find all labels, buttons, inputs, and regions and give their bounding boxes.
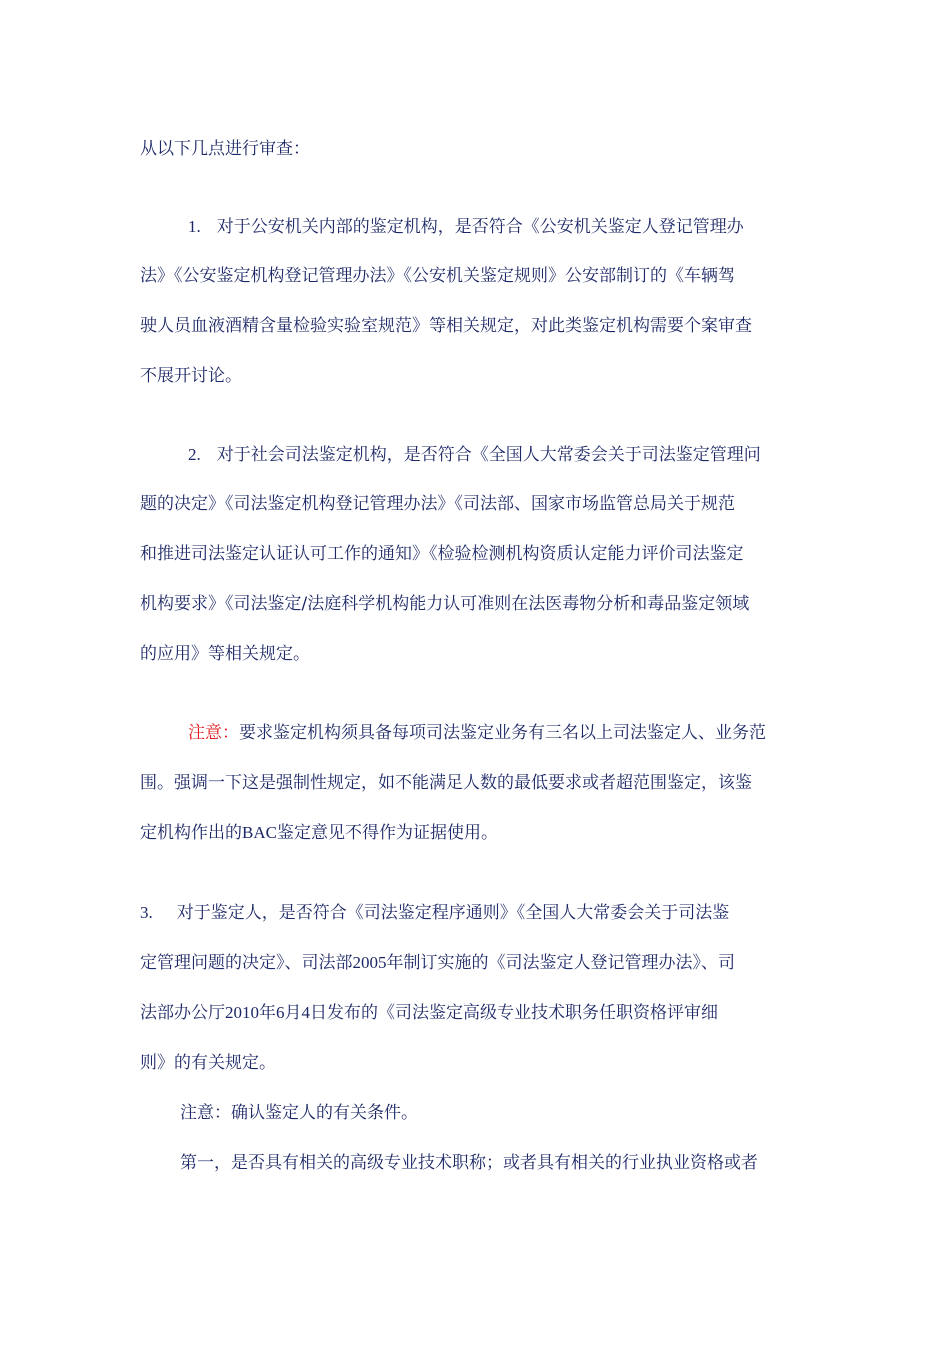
item3-line2: 定管理问题的决定》、司法部2005年制订实施的《司法鉴定人登记管理办法》、司 (140, 953, 735, 973)
first-condition-text: 第一，是否具有相关的高级专业技术职称；或者具有相关的行业执业资格或者 (180, 1153, 758, 1173)
item3-line4: 则》的有关规定。 (140, 1053, 276, 1073)
item2-text: 对于社会司法鉴定机构，是否符合《全国人大常委会关于司法鉴定管理问 (216, 445, 761, 465)
note1-line1 (188, 721, 766, 745)
bac-term: BAC (242, 823, 277, 842)
note2-text: 注意：确认鉴定人的有关条件。 (180, 1103, 418, 1123)
item1-line2: 法》《公安鉴定机构登记管理办法》《公安机关鉴定规则》公安部制订的《车辆驾 (140, 266, 735, 286)
item1-number: 1. (188, 217, 201, 236)
item2-line4: 机构要求》《司法鉴定/法庭科学机构能力认可准则在法医毒物分析和毒品鉴定领域 (140, 594, 750, 614)
item2-line2: 题的决定》《司法鉴定机构登记管理办法》《司法部、国家市场监管总局关于规范 (140, 494, 735, 514)
note1-label: 注意： (188, 723, 239, 743)
item1-text: 对于公安机关内部的鉴定机构，是否符合《公安机关鉴定人登记管理办 (216, 217, 744, 237)
note1-text: 要求鉴定机构须具备每项司法鉴定业务有三名以上司法鉴定人、业务范 (239, 723, 766, 743)
note1-line2: 围。强调一下这是强制性规定，如不能满足人数的最低要求或者超范围鉴定，该鉴 (140, 773, 752, 793)
item3-text: 对于鉴定人，是否符合《司法鉴定程序通则》《全国人大常委会关于司法鉴 (176, 903, 730, 923)
item2-line3: 和推进司法鉴定认证认可工作的通知》《检验检测机构资质认定能力评价司法鉴定 (140, 544, 744, 564)
note1-line3: 定机构作出的BAC鉴定意见不得作为证据使用。 (140, 823, 498, 843)
item3-line1 (140, 901, 729, 925)
intro-text: 从以下几点进行审查： (140, 139, 310, 159)
item1-line3: 驶人员血液酒精含量检验实验室规范》等相关规定，对此类鉴定机构需要个案审查 (140, 316, 752, 336)
item1-line4: 不展开讨论。 (140, 366, 242, 386)
item3-number: 3. (140, 903, 153, 922)
item3-line3: 法部办公厅2010年6月4日发布的《司法鉴定高级专业技术职务任职资格评审细 (140, 1003, 718, 1023)
item2-number: 2. (188, 445, 201, 464)
item2-line1 (188, 443, 761, 467)
item1-line1 (188, 215, 744, 239)
item2-line5: 的应用》等相关规定。 (140, 644, 310, 664)
